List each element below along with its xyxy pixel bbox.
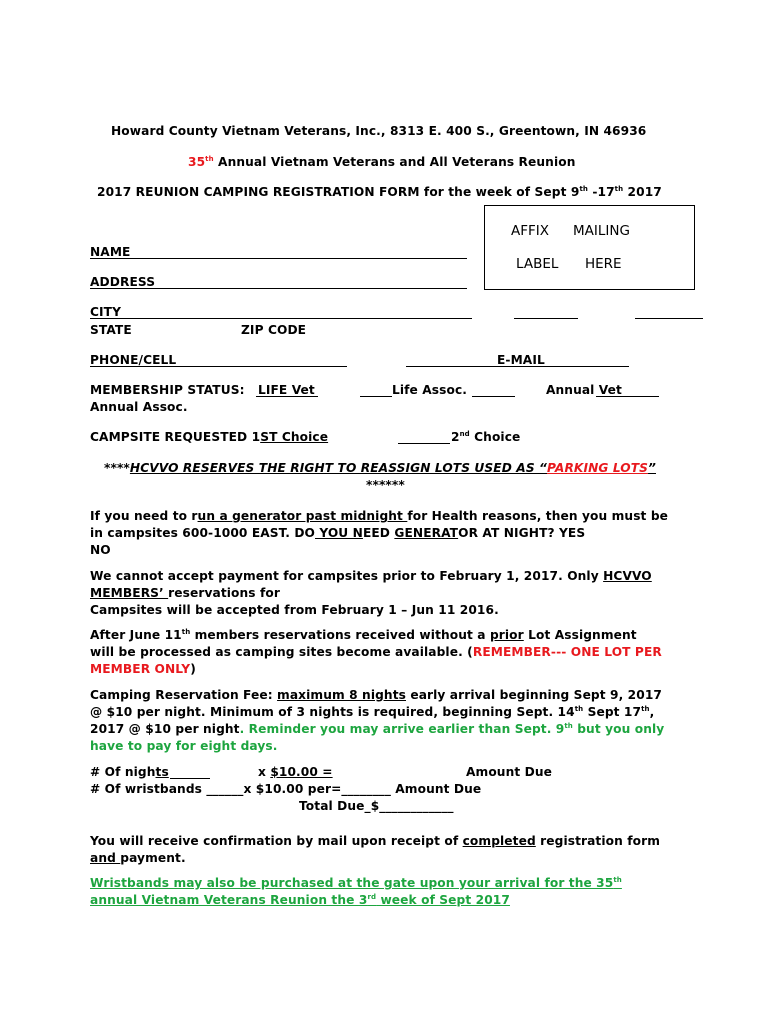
text: Camping Reservation Fee: [90,688,278,702]
generator-line-1 [90,509,668,523]
text: and [90,851,121,865]
text: in campsites 600-1000 EAST. DO [90,526,315,540]
label-text: LABEL [516,256,559,272]
mailing-label-box [484,205,695,290]
text: ts [155,765,169,779]
life-assoc-blank-2[interactable] [472,396,515,397]
address-field[interactable] [90,288,467,289]
confirmation-line-2 [90,851,186,865]
phone-cell-field[interactable] [90,366,347,367]
text: th [641,705,650,713]
text: rd [367,893,377,901]
first-choice-field[interactable]: ST Choice [260,430,329,444]
anniversary-suffix: th [205,155,214,163]
text: prior [489,628,524,642]
life-assoc-option[interactable]: Life Assoc. [392,383,468,397]
text: After June 11 [90,628,182,642]
text: Sept 17 [583,705,642,719]
life-vet-option[interactable]: LIFE Vet [258,383,315,397]
organization-address: Howard County Vietnam Veterans, Inc., 8313 E. 400 S., Greentown, IN 46936 [111,124,647,138]
text: x [258,765,271,779]
city-extra-field[interactable] [514,318,578,319]
text: maximum 8 nights [277,688,406,702]
annual-vet-underline [596,396,659,397]
text: GENERAT [394,526,459,540]
confirmation-line-1 [90,834,660,848]
form-title-sup: th [614,185,624,193]
text: MEMBERS’ [90,586,169,600]
anniversary-number: 35 [188,155,206,169]
notice-text: HCVVO RESERVES THE RIGHT TO REASSIGN LOTS USED AS “ [129,461,547,475]
name-field[interactable] [90,258,467,259]
form-title [97,185,662,199]
fee-line-3 [90,722,664,736]
parking-lots-text: PARKING LOTS [547,461,649,475]
email-label: E-MAIL [497,353,545,367]
wristbands-line-2 [90,893,510,907]
text: will be processed as camping sites become available. ( [90,645,473,659]
fee-line-4: have to pay for eight days. [90,739,278,753]
text: 2017 @ $10 per night [90,722,240,736]
membership-status-label: MEMBERSHIP STATUS: [90,383,245,397]
after-june-line-1 [90,628,637,642]
text: week of Sept 2017 [376,893,510,907]
text: payment. [120,851,186,865]
text: th [181,628,191,636]
text: completed [462,834,536,848]
life-assoc-blank[interactable] [360,396,392,397]
mailing-text: MAILING [573,223,630,239]
affix-text: AFFIX [511,223,549,239]
zip-code-label: ZIP CODE [241,323,307,337]
after-june-line-2 [90,645,662,659]
text: early arrival beginning Sept 9, 2017 [406,688,662,702]
text: annual Vietnam Veterans Reunion the 3 [90,893,368,907]
text: ) [190,662,196,676]
payment-policy-line-3: Campsites will be accepted from February 1 – Jun 11 2016. [90,603,499,617]
reunion-title-text: Annual Vietnam Veterans and All Veterans Reunion [213,155,576,169]
annual-assoc-option[interactable]: Annual Assoc. [90,400,188,414]
text: members reservations received without a [190,628,490,642]
wristbands-calc-line: # Of wristbands ______x $10.00 per=________ Amount Due [90,782,482,796]
form-title-part: 2017 [623,185,662,199]
reunion-title [188,155,575,169]
text: reservations for [168,586,280,600]
notice-prefix: **** [104,461,130,475]
text: @ $10 per night. Minimum of 3 nights is required, beginning Sept. 14 [90,705,575,719]
second-choice-sup: nd [459,430,470,438]
campsite-label-text: CAMPSITE REQUESTED 1 [90,430,261,444]
notice-stars: ****** [366,478,405,492]
reassign-notice [104,461,656,475]
text: th [564,722,573,730]
generator-line-3: NO [90,543,111,557]
text: YOU N [315,526,363,540]
form-title-part: -17 [587,185,615,199]
text: # Of nigh [90,765,156,779]
second-choice-field[interactable] [398,443,450,444]
text: th [574,705,584,713]
life-vet-underline [256,396,318,397]
phone-cell-label: PHONE/CELL [90,353,177,367]
email-field[interactable] [406,366,629,367]
city-field[interactable] [90,318,472,319]
generator-line-2 [90,526,585,540]
text: registration form [535,834,661,848]
text: We cannot accept payment for campsites prior to February 1, 2017. Only [90,569,604,583]
second-choice-text: Choice [469,430,521,444]
text: OR AT NIGHT? YES [458,526,586,540]
text: HCVVO [603,569,652,583]
text: Lot Assignment [523,628,637,642]
nights-field[interactable] [170,778,210,779]
text: You will receive confirmation by mail upon receipt of [90,834,463,848]
text: , [649,705,655,719]
wristbands-line-1 [90,876,622,890]
text: for Health reasons, then you must be [407,509,669,523]
text: th [613,876,622,884]
text: REMEMBER--- ONE LOT PER [472,645,662,659]
payment-policy-line-1 [90,569,652,583]
notice-quote: ” [648,461,656,475]
fee-line-2 [90,705,654,719]
text: $10.00 = [270,765,333,779]
text: . Reminder you may arrive earlier than Sept. 9 [239,722,565,736]
state-label: STATE [90,323,132,337]
text: If you need to r [90,509,198,523]
second-choice-num: 2 [451,430,460,444]
text: un a generator past midnight [197,509,408,523]
form-title-sup: th [579,185,588,193]
campsite-requested-label [90,430,328,444]
nights-label [90,765,169,779]
total-due-line: Total Due_$____________ [299,799,454,813]
after-june-line-3 [90,662,196,676]
name-label: NAME [90,245,131,259]
city-extra-field-2[interactable] [635,318,703,319]
rate-label [258,765,333,779]
payment-policy-line-2 [90,586,280,600]
here-text: HERE [585,256,622,272]
form-title-part: 2017 REUNION CAMPING REGISTRATION FORM for the week of Sept 9 [97,185,580,199]
annual-vet-option[interactable]: Annual Vet [546,383,622,397]
text: Wristbands may also be purchased at the gate upon your arrival for the 35 [90,876,614,890]
amount-due-label: Amount Due [466,765,552,779]
text: EED [362,526,395,540]
city-label: CITY [90,305,122,319]
text: MEMBER ONLY [90,662,191,676]
second-choice-label [451,430,520,444]
fee-line-1 [90,688,662,702]
address-label: ADDRESS [90,275,156,289]
text: but you only [572,722,665,736]
